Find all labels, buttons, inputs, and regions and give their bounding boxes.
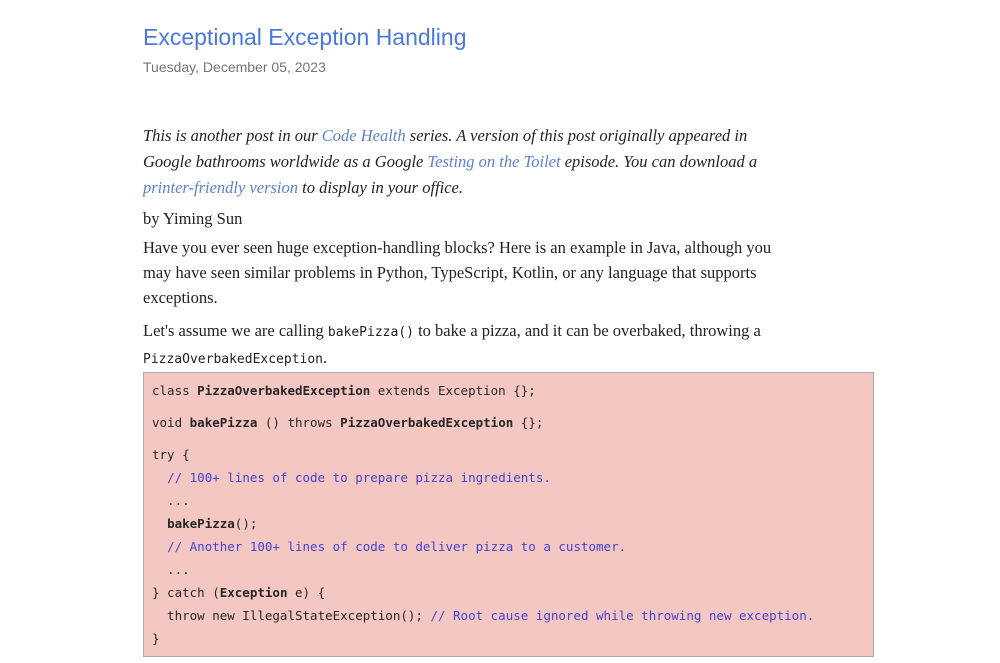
code-token: () throws (257, 415, 341, 430)
code-token (152, 516, 167, 531)
text-segment: Google bathrooms worldwide as a Google (143, 152, 428, 171)
code-token: class (152, 383, 198, 398)
code-token: PizzaOverbakedException (340, 415, 514, 430)
code-token: try { (152, 447, 190, 462)
post-date: Tuesday, December 05, 2023 (143, 59, 326, 75)
code-line (152, 627, 865, 650)
intro-paragraph (143, 123, 874, 201)
code-token: ... (152, 493, 190, 508)
text-segment: to bake a pizza, and it can be overbaked, throwing a (413, 321, 761, 340)
code-token: {}; (513, 415, 544, 430)
byline: by Yiming Sun (143, 209, 243, 228)
text-segment: exceptions. (143, 288, 218, 307)
code-token: ... (152, 562, 190, 577)
text-segment: This is another post in our (143, 126, 322, 145)
code-line (152, 466, 865, 489)
body-paragraph-2 (143, 318, 874, 372)
code-token: bakePizza (167, 516, 235, 531)
code-line (152, 379, 865, 402)
inline-link[interactable]: Testing on the Toilet (427, 152, 561, 171)
code-comment: // 100+ lines of code to prepare pizza ingredients. (167, 470, 551, 485)
code-token (152, 470, 167, 485)
code-line (152, 581, 865, 604)
code-token: } (152, 631, 160, 646)
body-paragraph-1 (143, 235, 874, 310)
inline-code: bakePizza() (327, 325, 414, 340)
code-token: void (152, 415, 190, 430)
code-comment: // Root cause ignored while throwing new exception. (430, 608, 815, 623)
code-comment: // Another 100+ lines of code to deliver pizza to a customer. (167, 539, 627, 554)
code-token: e) { (287, 585, 326, 600)
code-line (152, 512, 865, 535)
code-line (152, 402, 865, 411)
code-line (152, 489, 865, 512)
text-segment: episode. You can download a (560, 152, 758, 171)
text-segment: may have seen similar problems in Python, TypeScript, Kotlin, or any language that supports (143, 263, 757, 282)
text-segment: Let's assume we are calling (143, 321, 328, 340)
post-article (143, 0, 874, 657)
text-segment: to display in your office. (298, 178, 464, 197)
code-token: Exception (219, 585, 288, 600)
inline-link[interactable]: Code Health (321, 126, 406, 145)
code-line (152, 604, 865, 627)
text-segment: . (323, 348, 328, 367)
text-segment: Have you ever seen huge exception-handling blocks? Here is an example in Java, although you (143, 238, 772, 257)
code-token (152, 539, 167, 554)
code-line (152, 535, 865, 558)
code-line (152, 411, 865, 434)
code-token: PizzaOverbakedException (197, 383, 371, 398)
inline-code: PizzaOverbakedException (143, 352, 324, 367)
code-token: extends Exception {}; (370, 383, 536, 398)
text-segment: series. A version of this post originally appeared in (405, 126, 748, 145)
inline-link[interactable]: printer-friendly version (143, 178, 299, 197)
code-token: bakePizza (189, 415, 258, 430)
post-title[interactable]: Exceptional Exception Handling (143, 24, 467, 50)
code-line (152, 558, 865, 581)
code-line (152, 443, 865, 466)
code-block (143, 372, 874, 657)
code-token: (); (234, 516, 258, 531)
code-token: throw new IllegalStateException(); (152, 608, 431, 623)
code-line (152, 434, 865, 443)
code-token: } catch ( (152, 585, 220, 600)
